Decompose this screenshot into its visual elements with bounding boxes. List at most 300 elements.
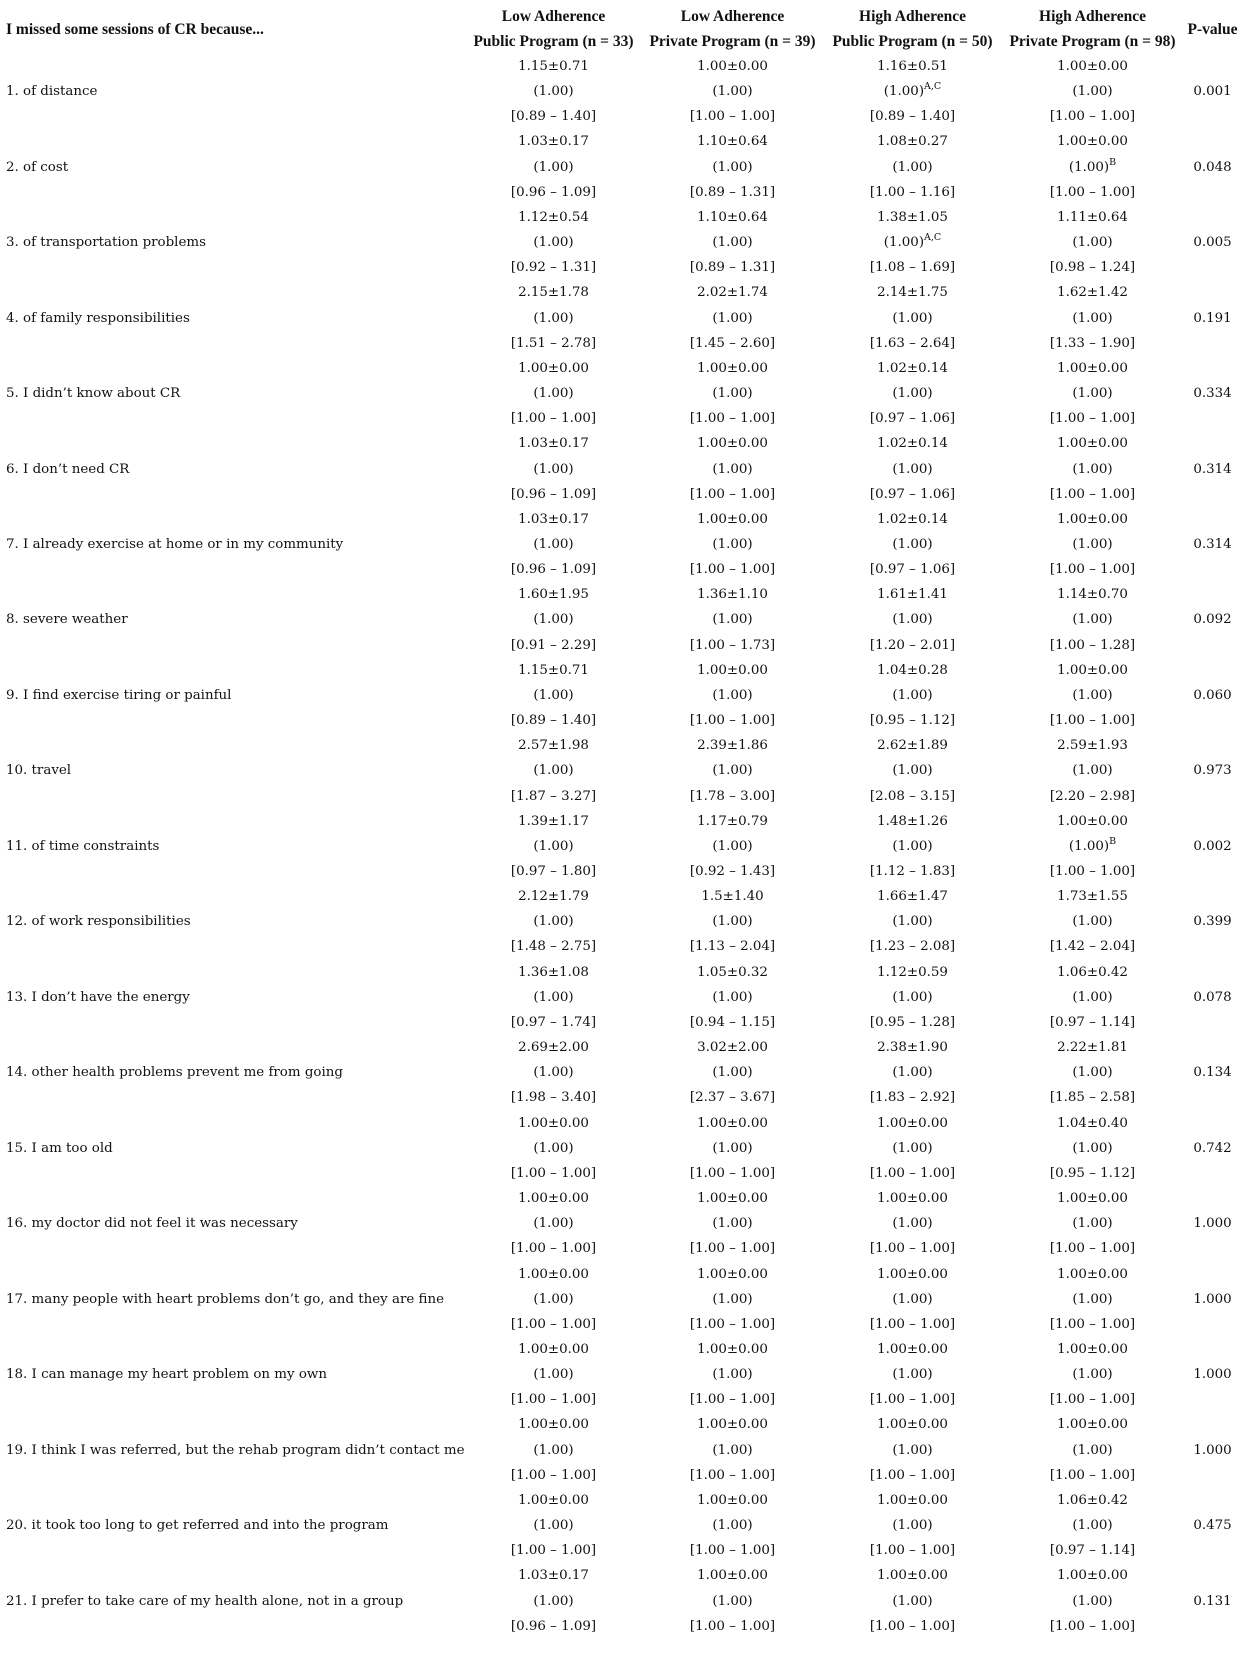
table-row-ci [6, 784, 1243, 809]
median-text: (1.00) [1072, 536, 1113, 552]
mean-text: 1.00±0.00 [697, 436, 768, 452]
p-value [1183, 54, 1243, 79]
median-text: (1.00) [712, 1518, 753, 1534]
p-value [1183, 1488, 1243, 1513]
mean-value [465, 884, 643, 909]
mean-value [1003, 1111, 1183, 1136]
ci-value [465, 784, 643, 809]
median-text: (1.00) [533, 687, 574, 703]
question-label: 12. of work responsibilities [6, 914, 191, 930]
median-value [823, 79, 1003, 104]
median-value [465, 1136, 643, 1161]
median-value [465, 155, 643, 180]
table-row-ci [6, 557, 1243, 582]
table-row-ci [6, 1312, 1243, 1337]
ci-text: [0.89 – 1.31] [689, 260, 776, 276]
table-row-median [6, 457, 1243, 482]
median-text: (1.00) [533, 763, 574, 779]
ci-text: [0.95 – 1.28] [869, 1014, 956, 1030]
mean-text: 2.02±1.74 [697, 285, 768, 301]
median-value [1003, 1438, 1183, 1463]
ci-value [823, 1236, 1003, 1261]
mean-text: 1.00±0.00 [877, 1266, 948, 1282]
median-text: (1.00) [1072, 1291, 1113, 1307]
median-value [1003, 230, 1183, 255]
mean-text: 1.00±0.00 [1057, 813, 1128, 829]
p-value: 0.314 [1193, 536, 1232, 552]
mean-value [1003, 1186, 1183, 1211]
mean-value [465, 280, 643, 305]
ci-text: [1.00 – 1.00] [1049, 1467, 1136, 1483]
mean-value [643, 1262, 823, 1287]
mean-value [1003, 1337, 1183, 1362]
significance-superscript: A,C [924, 81, 942, 93]
median-value [823, 1136, 1003, 1161]
table-row-mean [6, 960, 1243, 985]
ci-text: [0.89 – 1.40] [869, 109, 956, 125]
ci-value [643, 1010, 823, 1035]
mean-text: 1.15±0.71 [518, 662, 589, 678]
ci-value [465, 934, 643, 959]
question-label: 11. of time constraints [6, 838, 160, 854]
p-value: 0.001 [1193, 84, 1232, 100]
median-text: (1.00) [1072, 612, 1113, 628]
median-value [643, 79, 823, 104]
median-text: (1.00) [892, 1065, 933, 1081]
mean-value [643, 809, 823, 834]
table-row-median [6, 834, 1243, 859]
ci-text: [2.08 – 3.15] [869, 788, 956, 804]
question-label [6, 1236, 465, 1261]
p-value [1183, 1161, 1243, 1186]
ci-text: [0.96 – 1.09] [510, 562, 597, 578]
ci-value [1003, 104, 1183, 129]
mean-value [823, 960, 1003, 985]
median-value [823, 683, 1003, 708]
ci-text: [1.00 – 1.00] [869, 1241, 956, 1257]
ci-value [643, 1614, 823, 1639]
median-value [643, 1136, 823, 1161]
mean-text: 1.00±0.00 [697, 1115, 768, 1131]
ci-value [823, 255, 1003, 280]
median-value [1003, 79, 1183, 104]
table-row-median [6, 1287, 1243, 1312]
question-label [6, 54, 465, 79]
mean-value [1003, 1563, 1183, 1588]
table-row-mean [6, 809, 1243, 834]
question-label [6, 331, 465, 356]
table-row-median [6, 607, 1243, 632]
significance-superscript: B [1109, 156, 1117, 168]
mean-value [643, 1111, 823, 1136]
median-text: (1.00) [533, 1291, 574, 1307]
table-row-mean [6, 54, 1243, 79]
median-value [1003, 607, 1183, 632]
mean-value [643, 1563, 823, 1588]
ci-value [465, 633, 643, 658]
question-label [6, 104, 465, 129]
p-value [1183, 633, 1243, 658]
ci-text: [1.00 – 1.00] [1049, 713, 1136, 729]
ci-text: [0.97 – 1.74] [510, 1014, 597, 1030]
p-value: 0.314 [1193, 461, 1232, 477]
table-row-mean [6, 356, 1243, 381]
median-text: (1.00) [892, 1367, 933, 1383]
median-text: (1.00) [712, 838, 753, 854]
median-text: (1.00) [1072, 84, 1113, 100]
mean-text: 1.00±0.00 [518, 1492, 589, 1508]
mean-text: 1.00±0.00 [697, 1341, 768, 1357]
ci-text: [1.00 – 1.00] [869, 1165, 956, 1181]
median-text: (1.00) [892, 1216, 933, 1232]
ci-text: [1.00 – 1.00] [510, 1392, 597, 1408]
mean-text: 1.12±0.59 [877, 964, 948, 980]
mean-value [823, 356, 1003, 381]
ci-value [465, 1538, 643, 1563]
question-label [6, 859, 465, 884]
mean-text: 1.00±0.00 [697, 360, 768, 376]
median-value [643, 1513, 823, 1538]
mean-value [823, 1488, 1003, 1513]
ci-text: [0.89 – 1.31] [689, 184, 776, 200]
p-value [1183, 884, 1243, 909]
mean-value [465, 507, 643, 532]
ci-value [823, 859, 1003, 884]
ci-text: [1.63 – 2.64] [869, 335, 956, 351]
median-value [465, 758, 643, 783]
ci-text: [1.00 – 1.00] [689, 486, 776, 502]
mean-value [1003, 280, 1183, 305]
question-label [6, 1563, 465, 1588]
p-value [1183, 129, 1243, 154]
ci-value [1003, 482, 1183, 507]
mean-value [465, 54, 643, 79]
mean-value [465, 1563, 643, 1588]
median-value [465, 1513, 643, 1538]
median-value [465, 1589, 643, 1614]
ci-value [823, 633, 1003, 658]
mean-text: 1.00±0.00 [877, 1341, 948, 1357]
ci-value [465, 859, 643, 884]
question-label [6, 582, 465, 607]
median-value [1003, 1589, 1183, 1614]
median-value [643, 683, 823, 708]
ci-value [465, 1312, 643, 1337]
mean-value [643, 356, 823, 381]
median-text: (1.00) [533, 461, 574, 477]
table-row-ci [6, 255, 1243, 280]
question-label [6, 1387, 465, 1412]
table-row-median [6, 532, 1243, 557]
mean-value [465, 205, 643, 230]
ci-text: [1.00 – 1.00] [869, 1392, 956, 1408]
table-row-ci [6, 1463, 1243, 1488]
table-row-median [6, 909, 1243, 934]
mean-text: 1.10±0.64 [697, 209, 768, 225]
question-label: 13. I don’t have the energy [6, 989, 190, 1005]
ci-value [643, 1387, 823, 1412]
mean-value [1003, 884, 1183, 909]
median-value [1003, 155, 1183, 180]
mean-value [643, 507, 823, 532]
table-row-mean [6, 431, 1243, 456]
table-row-median [6, 155, 1243, 180]
ci-text: [0.97 – 1.06] [869, 411, 956, 427]
table-row-mean [6, 1035, 1243, 1060]
ci-text: [2.20 – 2.98] [1049, 788, 1136, 804]
p-value: 0.048 [1193, 159, 1232, 175]
mean-value [823, 884, 1003, 909]
p-value [1183, 280, 1243, 305]
table-row-median [6, 381, 1243, 406]
question-label [6, 1010, 465, 1035]
mean-text: 1.15±0.71 [518, 59, 589, 74]
ci-text: [1.00 – 1.00] [869, 1467, 956, 1483]
p-value: 0.005 [1193, 235, 1232, 251]
median-value [465, 381, 643, 406]
mean-text: 2.14±1.75 [877, 285, 948, 301]
table-row-median [6, 758, 1243, 783]
mean-text: 1.00±0.00 [697, 1266, 768, 1282]
column-header-high-private [1003, 4, 1183, 54]
mean-value [465, 356, 643, 381]
column-header-line1: Low Adherence [680, 8, 785, 25]
question-label [6, 557, 465, 582]
median-text: (1.00) [1072, 1593, 1113, 1609]
median-value [643, 985, 823, 1010]
question-label: 7. I already exercise at home or in my community [6, 536, 344, 552]
mean-value [823, 582, 1003, 607]
median-value [823, 1211, 1003, 1236]
median-text: (1.00) [1072, 1367, 1113, 1383]
median-value [823, 1438, 1003, 1463]
median-value [465, 457, 643, 482]
ci-text: [0.98 – 1.24] [1049, 260, 1136, 276]
mean-text: 1.17±0.79 [697, 813, 768, 829]
p-value [1183, 557, 1243, 582]
column-header-line1: High Adherence [859, 8, 966, 25]
ci-text: [0.97 – 1.06] [869, 562, 956, 578]
mean-value [823, 280, 1003, 305]
median-value [823, 230, 1003, 255]
p-value: 1.000 [1193, 1367, 1232, 1383]
mean-value [643, 658, 823, 683]
ci-text: [0.97 – 1.14] [1049, 1014, 1136, 1030]
mean-value [465, 582, 643, 607]
ci-value [643, 1463, 823, 1488]
median-value [1003, 1136, 1183, 1161]
mean-value [1003, 1262, 1183, 1287]
ci-value [643, 784, 823, 809]
median-text: (1.00) [533, 310, 574, 326]
table-row-mean [6, 1412, 1243, 1437]
p-value: 0.002 [1193, 838, 1232, 854]
mean-text: 1.02±0.14 [877, 436, 948, 452]
question-label [6, 708, 465, 733]
pvalue-column-header: P-value [1187, 20, 1238, 38]
table-row-ci [6, 180, 1243, 205]
median-text: (1.00) [533, 612, 574, 628]
median-value [643, 909, 823, 934]
median-value [643, 1211, 823, 1236]
ci-value [823, 104, 1003, 129]
table-row-ci [6, 859, 1243, 884]
mean-value [643, 54, 823, 79]
mean-value [1003, 658, 1183, 683]
table-row-mean [6, 582, 1243, 607]
p-value [1183, 1614, 1243, 1639]
ci-text: [1.00 – 1.00] [689, 1618, 776, 1634]
mean-value [1003, 356, 1183, 381]
ci-text: [1.00 – 1.00] [689, 109, 776, 125]
mean-text: 2.62±1.89 [877, 738, 948, 754]
ci-text: [1.87 – 3.27] [510, 788, 597, 804]
question-label [6, 733, 465, 758]
p-value: 1.000 [1193, 1291, 1232, 1307]
median-text: (1.00) [1072, 461, 1113, 477]
mean-value [823, 205, 1003, 230]
p-value [1183, 104, 1243, 129]
ci-text: [1.98 – 3.40] [510, 1090, 597, 1106]
mean-text: 1.11±0.64 [1057, 209, 1128, 225]
median-value [823, 1287, 1003, 1312]
ci-value [643, 104, 823, 129]
ci-text: [1.13 – 2.04] [689, 939, 776, 955]
mean-value [1003, 1412, 1183, 1437]
p-value [1183, 507, 1243, 532]
p-value [1183, 1262, 1243, 1287]
ci-value [643, 180, 823, 205]
p-value [1183, 582, 1243, 607]
ci-text: [1.00 – 1.00] [689, 1165, 776, 1181]
table-row-ci [6, 1236, 1243, 1261]
p-value [1183, 934, 1243, 959]
median-text: (1.00) [533, 84, 574, 100]
median-value [643, 1060, 823, 1085]
median-text: (1.00) [892, 461, 933, 477]
ci-text: [1.20 – 2.01] [869, 637, 956, 653]
median-value [1003, 909, 1183, 934]
ci-text: [0.96 – 1.09] [510, 486, 597, 502]
ci-value [823, 482, 1003, 507]
ci-text: [0.97 – 1.14] [1049, 1543, 1136, 1559]
ci-value [1003, 633, 1183, 658]
ci-value [1003, 934, 1183, 959]
median-value [823, 381, 1003, 406]
median-text: (1.00) [892, 1593, 933, 1609]
ci-value [465, 255, 643, 280]
p-value [1183, 1563, 1243, 1588]
ci-text: [0.89 – 1.40] [510, 109, 597, 125]
column-header-line2: Public Program (n = 50) [832, 33, 993, 50]
p-value [1183, 1463, 1243, 1488]
mean-text: 2.15±1.78 [518, 285, 589, 301]
ci-value [1003, 406, 1183, 431]
median-value [465, 607, 643, 632]
question-label [6, 1463, 465, 1488]
median-text: (1.00) [892, 838, 933, 854]
ci-value [465, 331, 643, 356]
median-value [1003, 306, 1183, 331]
mean-text: 1.00±0.00 [1057, 662, 1128, 678]
median-text: (1.00) [1072, 687, 1113, 703]
question-label: 17. many people with heart problems don’t go, and they are fine [6, 1291, 445, 1307]
ci-value [823, 1161, 1003, 1186]
ci-value [1003, 708, 1183, 733]
median-text: (1.00) [1072, 235, 1113, 251]
mean-text: 1.02±0.14 [877, 360, 948, 376]
median-text: (1.00) [1072, 386, 1113, 402]
median-text: (1.00) [892, 536, 933, 552]
median-text: (1.00) [892, 310, 933, 326]
ci-value [823, 1463, 1003, 1488]
question-label: 8. severe weather [6, 612, 128, 628]
mean-text: 1.02±0.14 [877, 511, 948, 527]
question-label: 6. I don’t need CR [6, 461, 130, 477]
median-value [465, 79, 643, 104]
table-row-ci [6, 708, 1243, 733]
question-label: 2. of cost [6, 159, 69, 175]
median-value [643, 532, 823, 557]
median-value [465, 532, 643, 557]
ci-text: [1.00 – 1.00] [869, 1543, 956, 1559]
median-value [1003, 381, 1183, 406]
median-text: (1.00) [712, 461, 753, 477]
ci-text: [0.94 – 1.15] [689, 1014, 776, 1030]
ci-text: [1.00 – 1.00] [1049, 1241, 1136, 1257]
question-label: 14. other health problems prevent me from going [6, 1065, 343, 1081]
median-value [465, 909, 643, 934]
mean-text: 1.00±0.00 [1057, 1417, 1128, 1433]
mean-text: 1.06±0.42 [1057, 1492, 1128, 1508]
ci-value [465, 104, 643, 129]
mean-text: 1.00±0.00 [1057, 1341, 1128, 1357]
median-text: (1.00) [712, 536, 753, 552]
mean-value [823, 507, 1003, 532]
ci-value [1003, 180, 1183, 205]
p-value [1183, 356, 1243, 381]
mean-value [465, 1035, 643, 1060]
p-value [1183, 1312, 1243, 1337]
mean-text: 1.00±0.00 [1057, 134, 1128, 150]
median-value [1003, 457, 1183, 482]
p-value [1183, 1236, 1243, 1261]
median-value [465, 1362, 643, 1387]
table-row-mean [6, 884, 1243, 909]
mean-value [465, 733, 643, 758]
median-text: (1.00) [1072, 310, 1113, 326]
p-value [1183, 1538, 1243, 1563]
ci-value [643, 1312, 823, 1337]
question-label: 3. of transportation problems [6, 235, 206, 251]
ci-value [465, 1387, 643, 1412]
mean-value [643, 205, 823, 230]
p-value: 0.078 [1193, 989, 1232, 1005]
ci-value [465, 1463, 643, 1488]
median-text: (1.00) [712, 1065, 753, 1081]
ci-text: [1.12 – 1.83] [869, 864, 956, 879]
median-text: (1.00) [712, 763, 753, 779]
p-value [1183, 1035, 1243, 1060]
p-value [1183, 331, 1243, 356]
p-value [1183, 1186, 1243, 1211]
median-value [643, 758, 823, 783]
median-text: (1.00) [712, 1140, 753, 1156]
median-text: (1.00) [533, 914, 574, 930]
median-value [1003, 1287, 1183, 1312]
question-label [6, 658, 465, 683]
mean-text: 1.12±0.54 [518, 209, 589, 225]
